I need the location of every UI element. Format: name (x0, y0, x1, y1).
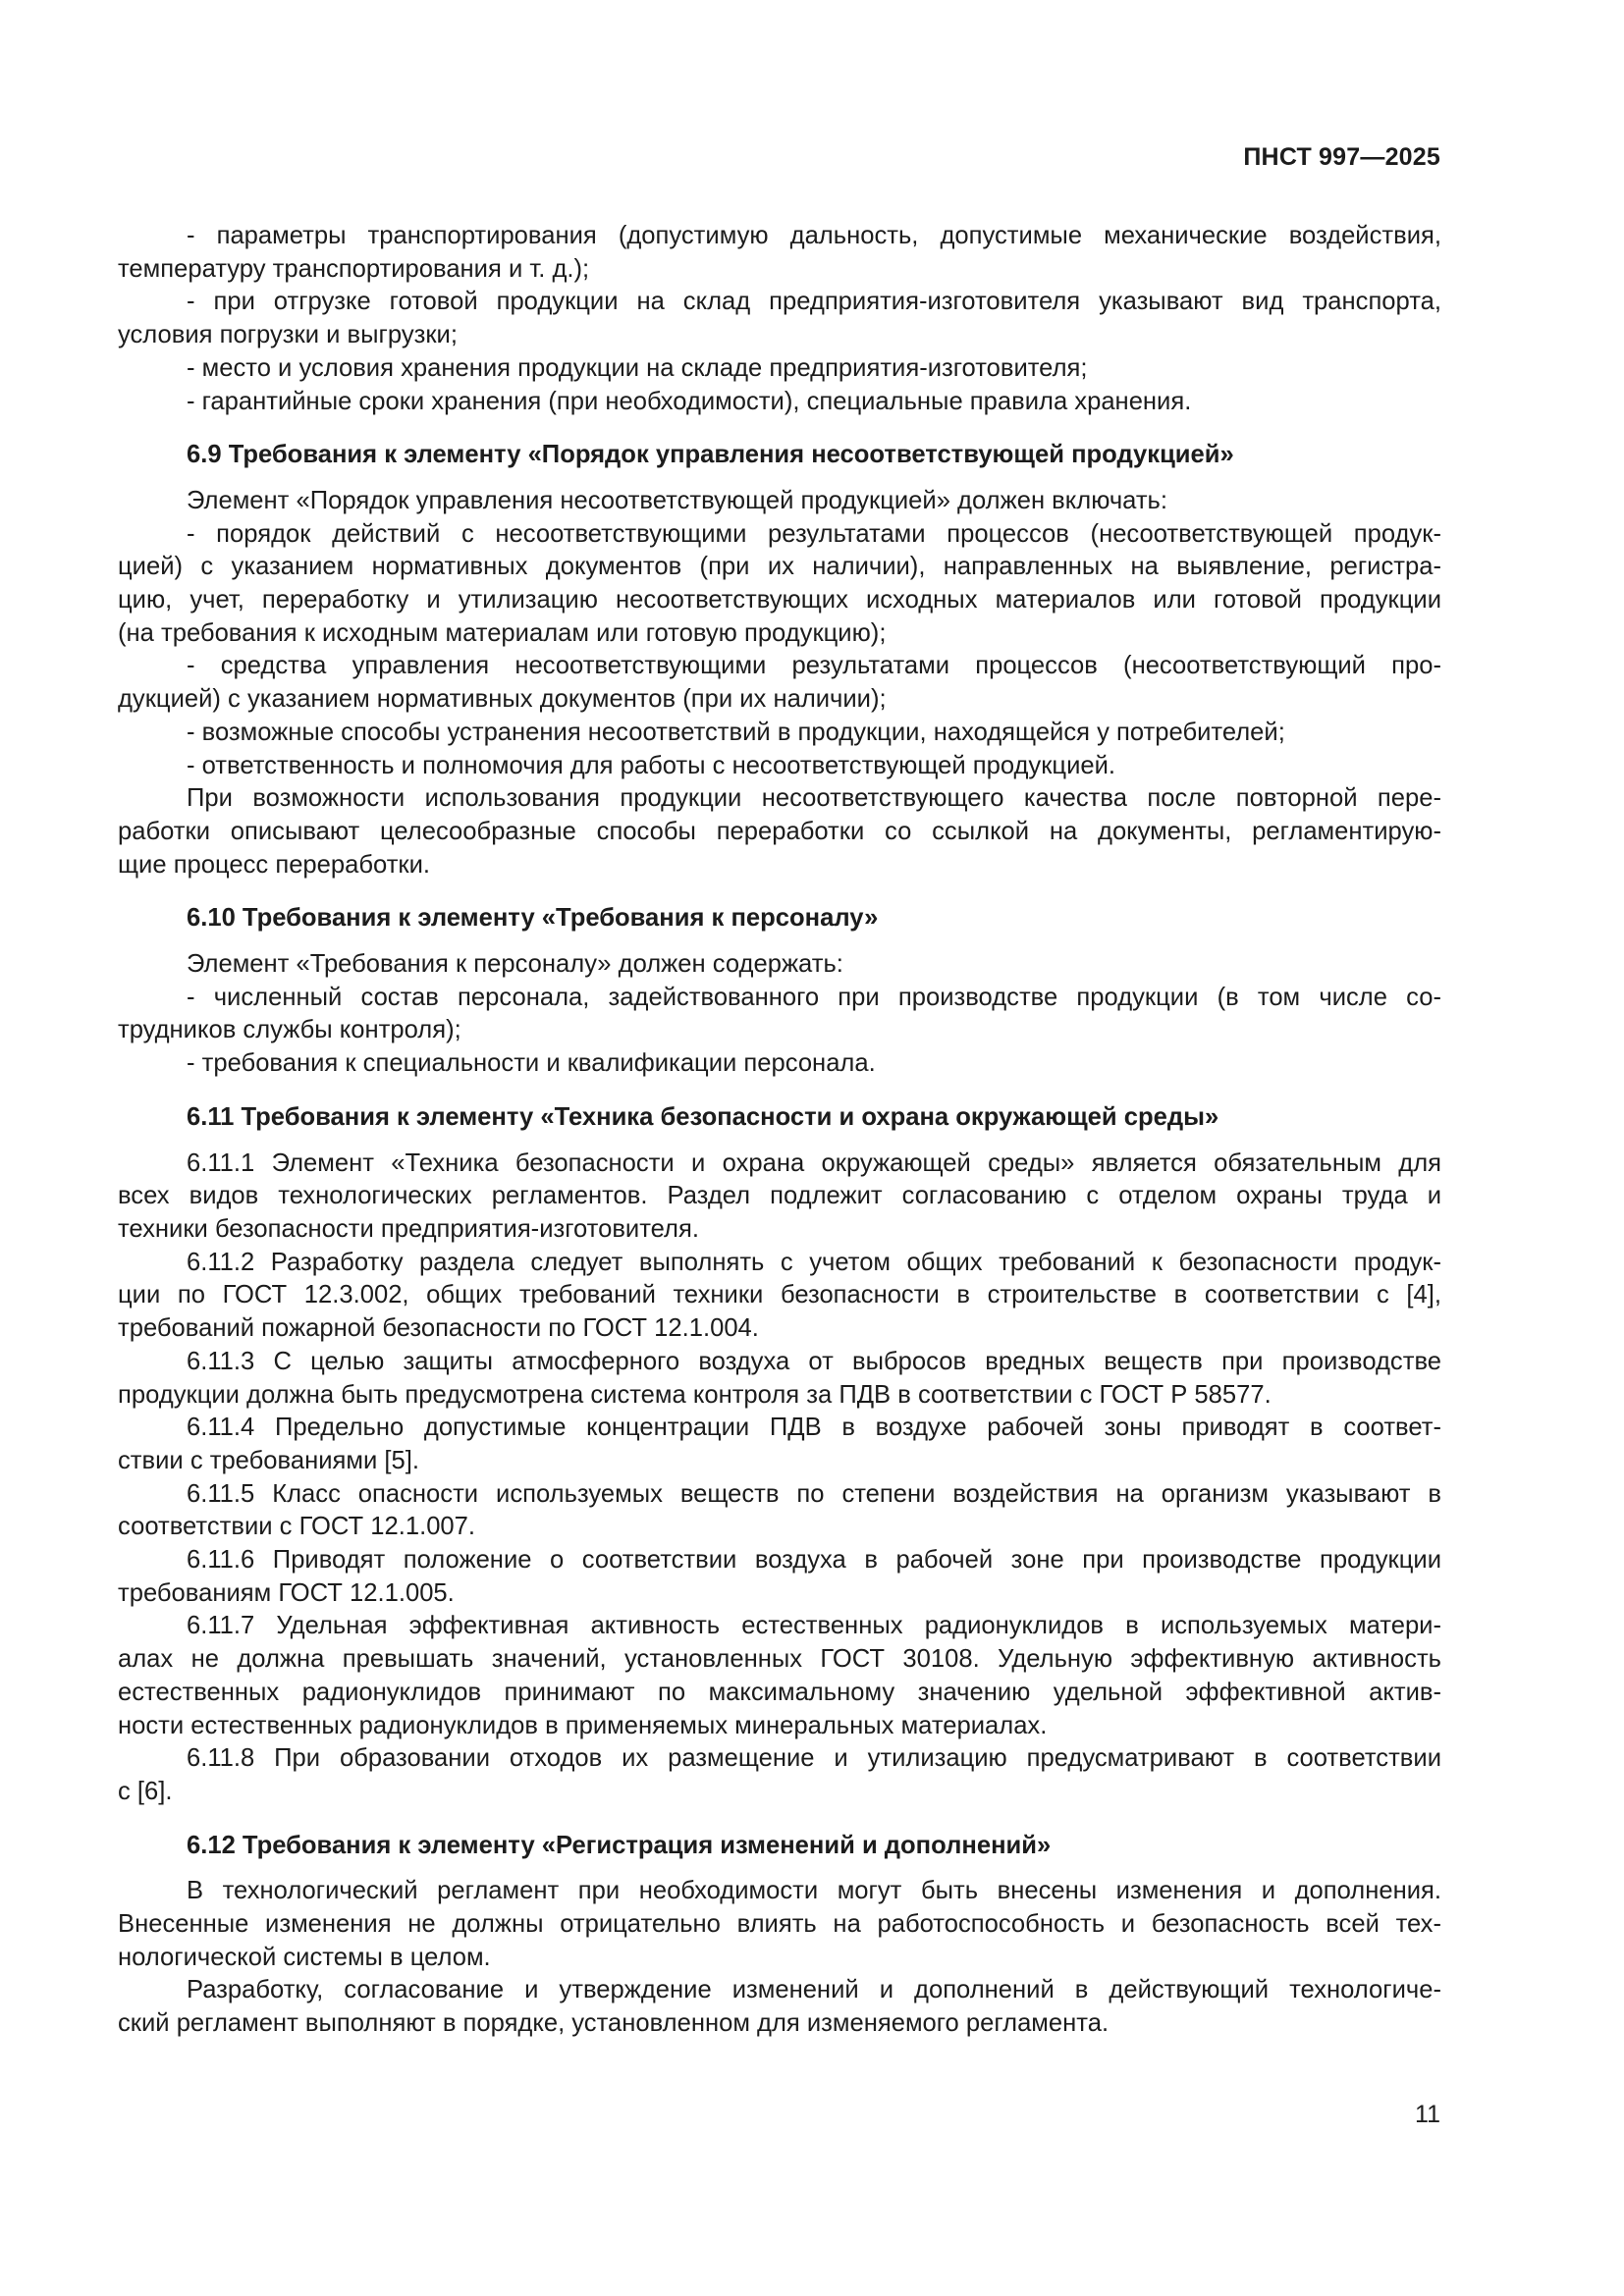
paragraph (118, 1742, 1441, 1808)
text-line: - при отгрузке готовой продукции на склад предприятия-изготовителя указывают вид транспорта, (187, 288, 1441, 316)
text-line: трудников службы контроля); (118, 1016, 461, 1044)
document-id: ПНСТ 997—2025 (1243, 143, 1440, 171)
paragraph (118, 1247, 1441, 1346)
text-line: цией) с указанием нормативных документов (при их наличии), направленных на выявление, регистра- (118, 553, 1441, 581)
text-line: - возможные способы устранения несоответствий в продукции, находящейся у потребителей; (187, 718, 1285, 746)
text-line: 6.11.6 Приводят положение о соответствии воздуха в рабочей зоне при производстве продукции (187, 1546, 1441, 1575)
text-line: с [6]. (118, 1777, 173, 1805)
text-line: температуру транспортирования и т. д.); (118, 254, 590, 283)
text-line: 6.11.1 Элемент «Техника безопасности и охрана окружающей среды» является обязательным для (187, 1148, 1441, 1177)
text-line: - гарантийные сроки хранения (при необходимости), специальные правила хранения. (187, 387, 1192, 415)
paragraph (118, 1412, 1441, 1477)
text-line: Элемент «Требования к персоналу» должен содержать: (187, 950, 843, 979)
text-line: требований пожарной безопасности по ГОСТ 12.1.004. (118, 1314, 759, 1343)
text-line: - порядок действий с несоответствующими результатами процессов (несоответствующей продук- (187, 519, 1441, 548)
text-line: продукции должна быть предусмотрена система контроля за ПДВ в соответствии с ГОСТ Р 58577. (118, 1380, 1272, 1409)
text-line: (на требования к исходным материалам или готовую продукцию); (118, 618, 887, 647)
paragraph (118, 352, 1441, 386)
text-line: требованиям ГОСТ 12.1.005. (118, 1578, 455, 1607)
paragraph (118, 1544, 1441, 1610)
paragraph (118, 1974, 1441, 2040)
text-line: цию, учет, переработку и утилизацию несоответствующих исходных материалов или готовой продукции (118, 586, 1441, 614)
text-line: В технологический регламент при необходимости могут быть внесены изменения и дополнения. (187, 1877, 1441, 1905)
paragraph (118, 1047, 1441, 1081)
paragraph (118, 1610, 1441, 1742)
paragraph (118, 650, 1441, 716)
text-line: 6.11.3 С целью защиты атмосферного воздуха от выбросов вредных веществ при производстве (187, 1347, 1441, 1375)
text-line: ствии с требованиями [5]. (118, 1446, 419, 1474)
text-line: нологической системы в целом. (118, 1943, 491, 1971)
text-line: 6.11.5 Класс опасности используемых веществ по степени воздействия на организм указывают в (187, 1479, 1441, 1508)
paragraph (118, 220, 1441, 286)
paragraph (118, 782, 1441, 881)
text-line: 6.11.4 Предельно допустимые концентрации ПДВ в воздухе рабочей зоны приводят в соответ- (187, 1414, 1441, 1442)
text-line: щие процесс переработки. (118, 850, 431, 879)
paragraph (118, 518, 1441, 651)
text-line: естественных радионуклидов принимают по максимальному значению удельной эффективной актив- (118, 1678, 1441, 1706)
paragraph (118, 386, 1441, 419)
text-line: условия погрузки и выгрузки; (118, 321, 458, 349)
text-line: - место и условия хранения продукции на складе предприятия-изготовителя; (187, 353, 1088, 382)
text-line: Внесенные изменения не должны отрицательно влиять на работоспособность и безопасность всей тех- (118, 1910, 1441, 1939)
text-line: Элемент «Порядок управления несоответствующей продукцией» должен включать: (187, 486, 1168, 514)
paragraph (118, 1148, 1441, 1247)
text-line: - численный состав персонала, задействованного при производстве продукции (в том числе со- (187, 983, 1441, 1011)
text-line: ности естественных радионуклидов в применяемых минеральных материалах. (118, 1711, 1048, 1739)
text-line: соответствии с ГОСТ 12.1.007. (118, 1513, 476, 1541)
text-line: ции по ГОСТ 12.3.002, общих требований техники безопасности в строительстве в соответствии с [4], (118, 1281, 1441, 1309)
text-line: дукцией) с указанием нормативных документов (при их наличии); (118, 685, 887, 714)
paragraph (118, 286, 1441, 351)
paragraph (118, 750, 1441, 783)
paragraph (118, 948, 1441, 982)
text-line: алах не должна превышать значений, установленных ГОСТ 30108. Удельную эффективную активность (118, 1645, 1441, 1674)
paragraph (118, 1875, 1441, 1974)
paragraph (118, 485, 1441, 518)
text-line: - требования к специальности и квалификации персонала. (187, 1049, 876, 1078)
paragraph (118, 1346, 1441, 1412)
page-number: 11 (1415, 2101, 1440, 2128)
text-line: 6.11.8 При образовании отходов их размещение и утилизацию предусматривают в соответствии (187, 1744, 1441, 1773)
text-line: 6.11.7 Удельная эффективная активность естественных радионуклидов в используемых матери- (187, 1612, 1441, 1640)
text-line: ский регламент выполняют в порядке, установленном для изменяемого регламента. (118, 2009, 1110, 2038)
text-line: техники безопасности предприятия-изготовителя. (118, 1214, 699, 1243)
document-body (118, 220, 1441, 2041)
text-line: Разработку, согласование и утверждение изменений и дополнений в действующий технологиче- (187, 1976, 1441, 2004)
text-line: - средства управления несоответствующими результатами процессов (несоответствующий про- (187, 652, 1441, 680)
text-line: - параметры транспортирования (допустимую дальность, допустимые механические воздействия, (187, 222, 1441, 249)
text-line: При возможности использования продукции несоответствующего качества после повторной пере- (187, 784, 1441, 813)
paragraph (118, 717, 1441, 750)
text-line: - ответственность и полномочия для работы с несоответствующей продукцией. (187, 751, 1116, 779)
paragraph (118, 1478, 1441, 1544)
section-heading: 6.9 Требования к элементу «Порядок управления несоответствующей продукцией» (187, 441, 1234, 469)
text-line: всех видов технологических регламентов. Раздел подлежит согласованию с отделом охраны труда и (118, 1182, 1441, 1210)
text-line: работки описывают целесообразные способы переработки со ссылкой на документы, регламентирую- (118, 817, 1441, 845)
section-heading: 6.12 Требования к элементу «Регистрация изменений и дополнений» (187, 1831, 1052, 1859)
section-heading: 6.11 Требования к элементу «Техника безопасности и охрана окружающей среды» (187, 1102, 1219, 1131)
paragraph (118, 982, 1441, 1047)
text-line: 6.11.2 Разработку раздела следует выполнять с учетом общих требований к безопасности продук- (187, 1248, 1441, 1276)
section-heading: 6.10 Требования к элементу «Требования к персоналу» (187, 904, 879, 933)
